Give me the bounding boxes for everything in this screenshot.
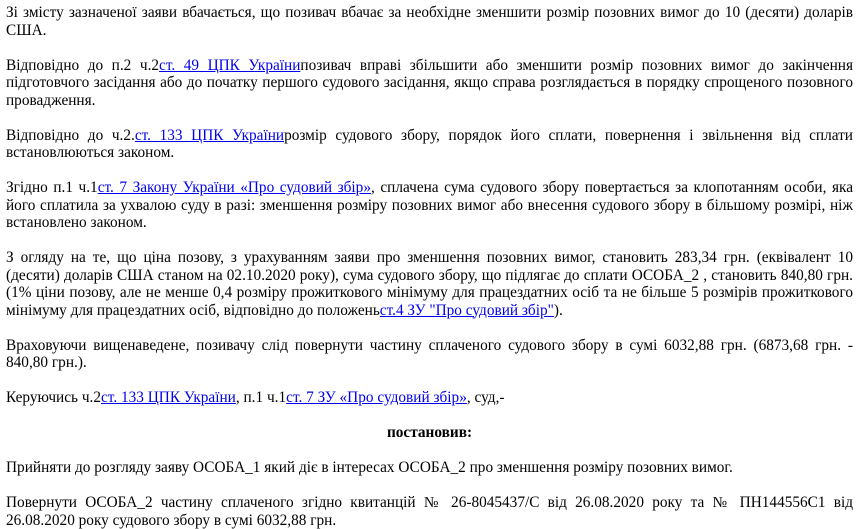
paragraph-1 (6, 4, 853, 39)
paragraph-6 (6, 337, 853, 372)
link-article-49-cpc[interactable]: ст. 49 ЦПК України (159, 56, 301, 74)
link-article-7-court-fee-law[interactable]: ст. 7 Закону України «Про судовий збір» (97, 179, 371, 196)
link-article-7-court-fee-law-2[interactable]: ст. 7 ЗУ «Про судовий збір» (286, 389, 467, 406)
paragraph-4-post: , сплачена сума судового збору повертається за клопотанням особи, яка його сплатила за ухвалою суду в разі: зменшення розміру позовних вимог або внесення судового збору в більшому розмірі, ніж встановлено законом. (6, 179, 854, 231)
paragraph-5-pre: З огляду на те, що ціна позову, з урахуванням заяви про зменшення позовних вимог, становить 283,34 грн. (еквівалент 10 (десяти) доларів США станом на 02.10.2020 року), сума судового збору, що підлягає до сплати ОСОБА_2 , становить 840,80 грн. (1% ціни позову, але не менше 0,4 розміру прожиткового мінімуму для працездатних осіб та не більше 5 розмірів прожиткового мінімуму для працездатних осіб, відповідно до положень (6, 249, 853, 319)
paragraph-8 (6, 459, 853, 477)
paragraph-7-mid: , п.1 ч.1 (235, 389, 287, 406)
paragraph-3-post: розмір судового збору, порядок його сплати, повернення і звільнення від сплати встановлюються законом. (6, 126, 853, 161)
paragraph-8-text: Прийняти до розгляду заяву ОСОБА_1 який діє в інтересах ОСОБА_2 про зменшення розміру позовних вимог. (6, 459, 733, 476)
paragraph-7-pre: Керуючись ч.2 (6, 389, 101, 406)
paragraph-4 (6, 179, 853, 232)
paragraph-2 (6, 57, 853, 110)
paragraph-3-pre: Відповідно до ч.2. (6, 126, 135, 144)
paragraph-7 (6, 389, 853, 407)
paragraph-6-text: Враховуючи вищенаведене, позивачу слід повернути частину сплаченого судового збору в сумі 6032,88 грн. (6873,68 грн. - 840,80 грн.). (6, 336, 853, 371)
paragraph-5-post: ). (553, 301, 563, 319)
paragraph-2-post: позивач вправі збільшити або зменшити розмір позовних вимог до закінчення підготовчого засідання або до початку першого судового засідання, якщо справа розглядається в порядку спрощеного позовного провадження. (6, 56, 853, 109)
paragraph-7-post: , суд,- (466, 389, 505, 406)
paragraph-1-text: Зі змісту зазначеної заяви вбачається, що позивач вбачає за необхідне зменшити розмір позовних вимог до 10 (десяти) доларів США. (6, 4, 853, 39)
link-article-4-court-fee-law[interactable]: ст.4 ЗУ "Про судовий збір" (379, 301, 554, 319)
paragraph-5 (6, 249, 853, 319)
paragraph-9 (6, 494, 853, 529)
paragraph-4-pre: Згідно п.1 ч.1 (6, 179, 98, 196)
link-article-133-cpc[interactable]: ст. 133 ЦПК України (134, 126, 285, 144)
paragraph-3 (6, 127, 853, 162)
paragraph-2-pre: Відповідно до п.2 ч.2 (6, 56, 160, 74)
link-article-133-cpc-2[interactable]: ст. 133 ЦПК України (101, 389, 236, 406)
resolution-heading: постановив: (386, 424, 473, 441)
paragraph-9-text: Повернути ОСОБА_2 частину сплаченого згідно квитанцій № 26-8045437/С від 26.08.2020 року та № ПН144556С1 від 26.08.2020 року судового збору в сумі 6032,88 грн. (6, 494, 853, 529)
